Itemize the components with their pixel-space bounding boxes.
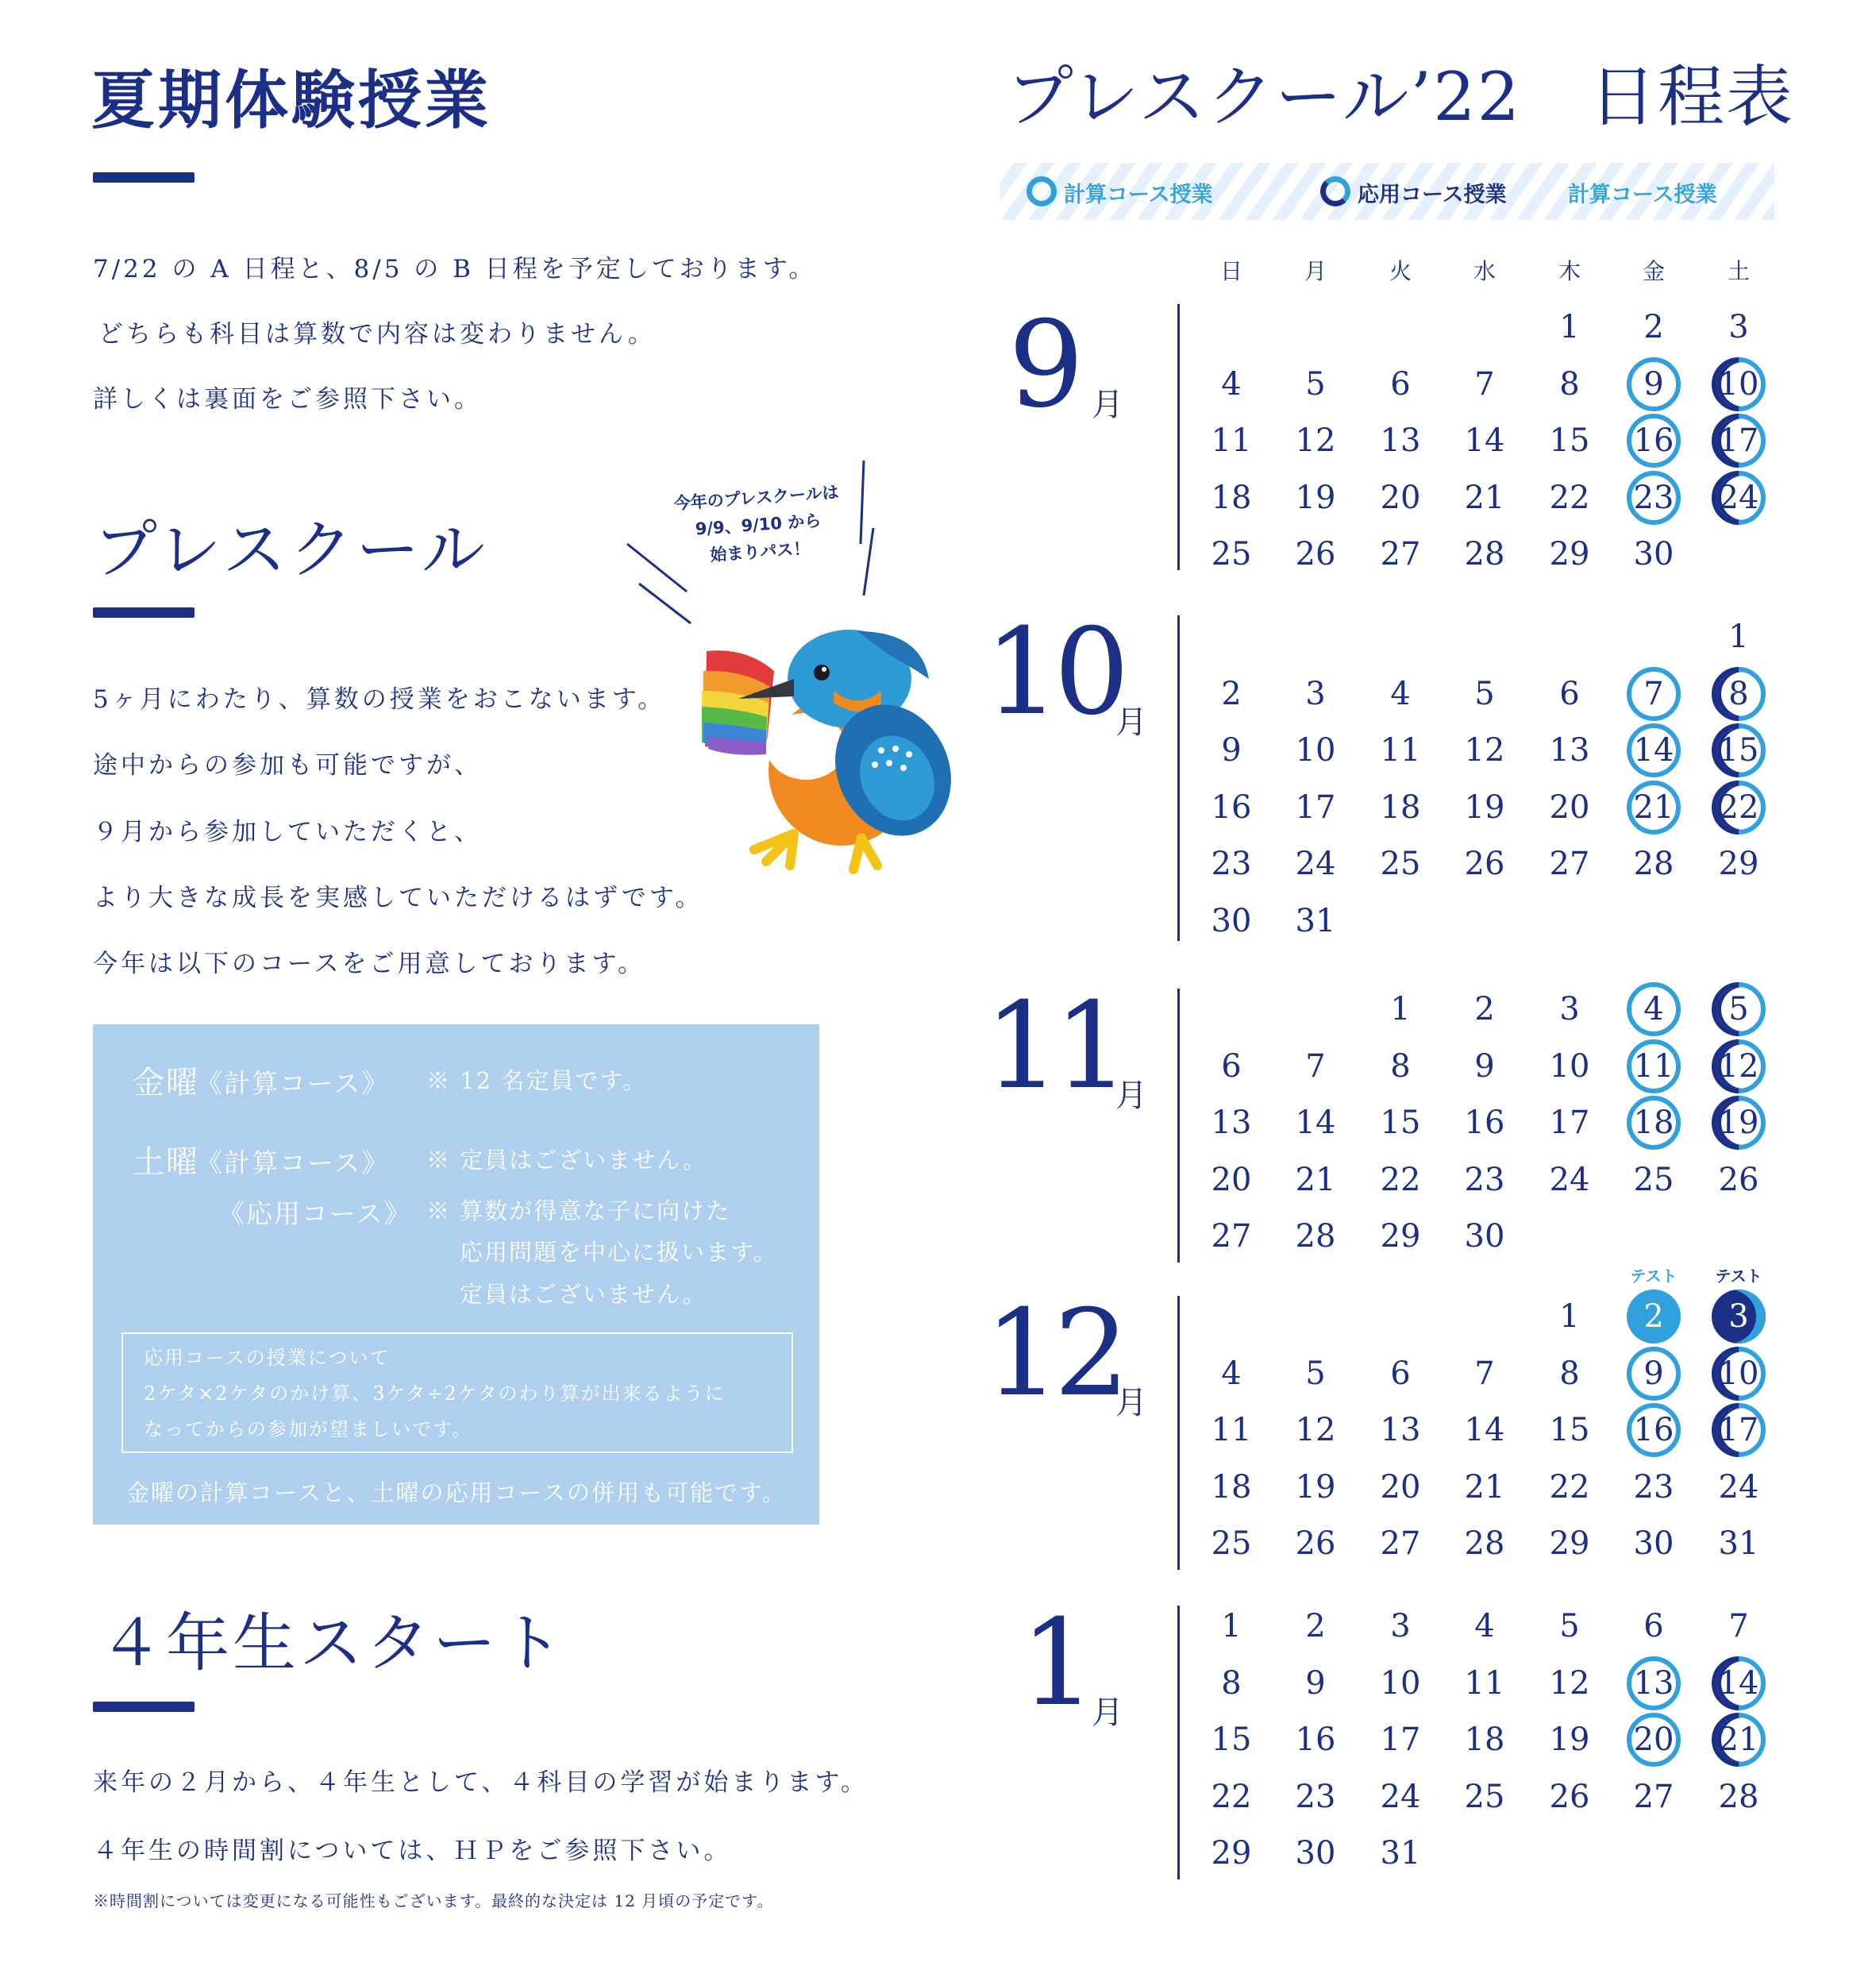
calendar-day: 9 (1305, 1664, 1326, 1702)
calendar-day: 2 (1305, 1608, 1326, 1644)
calendar-day: 6 (1221, 1047, 1242, 1085)
calendar-day: 24 (1295, 846, 1336, 882)
calendar-day: 14 (1627, 723, 1681, 777)
calendar-day: 27 (1633, 1778, 1674, 1815)
month-divider (1177, 615, 1180, 941)
calendar-day: 25 (1211, 1525, 1252, 1562)
grade4-title: ４年生スタート (99, 1606, 566, 1680)
grade4-note: ※時間割については変更になる可能性もございます。最終的な決定は 12 月頃の予定です。 (93, 1891, 774, 1910)
weekday-header: 水 (1473, 258, 1496, 284)
calendar-day: 17 (1549, 1105, 1590, 1141)
calendar-day: 12 (1549, 1664, 1590, 1702)
month-number: 9 (1008, 296, 1078, 434)
calendar-day: 21 (1712, 1713, 1766, 1767)
weekday-header: 月 (1304, 258, 1327, 284)
calendar-day: 17 (1712, 1403, 1766, 1457)
calendar-day: 10 (1380, 1664, 1421, 1702)
calendar-day: 13 (1380, 422, 1421, 459)
calendar-day: 1 (1221, 1608, 1242, 1644)
sat-note-2a: ※ 算数が得意な子に向けた (426, 1197, 731, 1224)
calendar-day: 28 (1464, 1525, 1505, 1562)
preschool-title: プレスクール (94, 513, 488, 587)
calendar-day: 11 (1627, 1039, 1681, 1093)
calendar-day: 31 (1295, 902, 1336, 939)
sat-day: 土曜 (133, 1144, 199, 1181)
calendar-day: 26 (1718, 1161, 1759, 1198)
calendar-day: 23 (1295, 1778, 1336, 1815)
calendar-day: 22 (1549, 1468, 1590, 1505)
calendar-day: 16 (1464, 1105, 1505, 1141)
calendar-day: 14 (1464, 1412, 1505, 1448)
sat-course-2: 《応用コース》 (218, 1198, 412, 1229)
calendar-day: 3 (1559, 991, 1580, 1027)
calendar-day: 21 (1627, 781, 1681, 835)
calendar-day: 23 (1464, 1161, 1505, 1198)
kingfisher-mascot (691, 623, 977, 881)
calendar-day: 9 (1627, 1347, 1681, 1401)
calendar-day: 3 (1390, 1608, 1411, 1644)
calendar-day: 19 (1712, 1096, 1766, 1150)
calendar-day: 2 (1643, 309, 1664, 345)
calendar-day: 8 (1559, 365, 1580, 403)
calendar-day: 16 (1627, 414, 1681, 468)
calendar-day: 10 (1712, 1347, 1766, 1401)
calendar-day: 6 (1643, 1608, 1664, 1644)
calendar-day: 17 (1380, 1721, 1421, 1758)
month-number: 12 (984, 1285, 1123, 1423)
weekday-header: 木 (1558, 258, 1581, 284)
preschool-line-4: より大きな成長を実感していただけるはずです。 (93, 884, 703, 912)
calc-legend-label-2: 計算コース授業 (1568, 183, 1717, 207)
calendar-day: 19 (1464, 788, 1505, 826)
grade4-line-2: ４年生の時間割については、ＨＰをご参照下さい。 (93, 1837, 732, 1865)
calendar-day: 19 (1295, 1468, 1336, 1505)
month-divider (1177, 1606, 1180, 1879)
calendar-day: 17 (1295, 788, 1336, 826)
calendar-day: 1 (1559, 1298, 1580, 1335)
calendar-day: 2 (1474, 991, 1495, 1027)
calendar-day: 19 (1549, 1721, 1590, 1758)
test-label: テスト (1630, 1266, 1678, 1286)
calendar-day: 5 (1559, 1608, 1580, 1644)
app-course-note-box (121, 1332, 793, 1453)
preschool-line-1: 5ヶ月にわたり、算数の授業をおこないます。 (93, 685, 666, 714)
calendar-day: 5 (1305, 365, 1326, 403)
calendar-day: 11 (1380, 732, 1421, 769)
calendar-day: 1 (1559, 309, 1580, 345)
month-number: 10 (984, 603, 1123, 742)
calendar-day: 16 (1211, 788, 1252, 826)
sat-note-2c: 定員はございません。 (460, 1281, 707, 1308)
calendar-day: 14 (1295, 1105, 1336, 1141)
fri-course: 《計算コース》 (196, 1068, 390, 1099)
calendar-day: 22 (1380, 1161, 1421, 1198)
bubble-line-2: 9/9、9/10 から (694, 511, 822, 539)
calendar-day: 7 (1474, 1355, 1495, 1392)
calendar-day: 10 (1549, 1047, 1590, 1085)
calendar-day: 12 (1295, 1412, 1336, 1448)
calendar-day: 6 (1390, 1355, 1411, 1392)
schedule-title: プレスクール’22 日程表 (1007, 58, 1795, 136)
preschool-rule (93, 607, 195, 618)
calendar-day: 13 (1627, 1656, 1681, 1710)
calendar-day: 25 (1464, 1778, 1505, 1815)
calendar-day: 10 (1295, 732, 1336, 769)
bubble-text (649, 477, 868, 573)
calendar-day: 2 (1627, 1290, 1681, 1344)
calendar-day: 30 (1295, 1835, 1336, 1872)
calendar-day: 15 (1211, 1721, 1252, 1758)
summer-line-3: 詳しくは裏面をご参照下さい。 (93, 385, 482, 414)
calendar-day: 28 (1295, 1218, 1336, 1255)
calendar-day: 23 (1211, 846, 1252, 882)
calendar-day: 5 (1305, 1355, 1326, 1392)
calendar-day: 8 (1712, 667, 1766, 721)
calendar-day: 31 (1718, 1525, 1759, 1562)
calendar-day: 27 (1380, 536, 1421, 572)
calendar-day: 31 (1380, 1835, 1421, 1872)
calendar-day: 7 (1627, 667, 1681, 721)
summer-line-1: 7/22 の A 日程と、8/5 の B 日程を予定しております。 (93, 255, 817, 283)
calendar-day: 15 (1549, 422, 1590, 459)
preschool-line-5: 今年は以下のコースをご用意しております。 (93, 950, 645, 978)
app-note-3: なってからの参加が望ましいです。 (144, 1418, 473, 1440)
calendar-day: 28 (1718, 1778, 1759, 1815)
calendar-day: 15 (1712, 723, 1766, 777)
grade4-line-1: 来年の２月から、４年生として、４科目の学習が始まります。 (93, 1768, 869, 1797)
calendar-day: 25 (1633, 1161, 1674, 1198)
calendar-day: 8 (1390, 1047, 1411, 1085)
calendar-day: 5 (1474, 675, 1495, 712)
calendar-day: 25 (1211, 536, 1252, 572)
calendar-day: 18 (1464, 1721, 1505, 1758)
calendar-day: 22 (1211, 1778, 1252, 1815)
calendar-day: 22 (1712, 781, 1766, 835)
month-number: 11 (984, 977, 1123, 1116)
calendar-day: 26 (1464, 846, 1505, 882)
calendar-day: 9 (1474, 1047, 1495, 1085)
calendar-day: 1 (1728, 619, 1749, 655)
calendar-day: 12 (1464, 732, 1505, 769)
calendar-day: 29 (1211, 1835, 1252, 1872)
calendar-day: 2 (1221, 675, 1242, 712)
calendar-day: 10 (1712, 357, 1766, 411)
calendar-day: 20 (1380, 479, 1421, 516)
calendar-day: 7 (1474, 365, 1495, 403)
sat-note-1: ※ 定員はございません。 (426, 1147, 707, 1174)
calendar-day: 23 (1627, 471, 1681, 525)
weekday-header: 日 (1219, 258, 1242, 284)
calc-legend-label: 計算コース授業 (1064, 183, 1213, 207)
calendar-day: 13 (1549, 732, 1590, 769)
calendar-day: 18 (1380, 788, 1421, 826)
calendar-day: 11 (1464, 1664, 1505, 1702)
calendar-day: 21 (1464, 1468, 1505, 1505)
app-legend-label: 応用コース授業 (1358, 183, 1507, 207)
calendar-day: 20 (1211, 1161, 1252, 1198)
calendar-day: 29 (1549, 1525, 1590, 1562)
calendar-day: 26 (1295, 536, 1336, 572)
calendar-day: 24 (1549, 1161, 1590, 1198)
calendar-day: 27 (1211, 1218, 1252, 1255)
calc-legend-ring (1027, 176, 1057, 206)
calendar-day: 8 (1559, 1355, 1580, 1392)
combo-note: 金曜の計算コースと、土曜の応用コースの併用も可能です。 (126, 1479, 787, 1506)
calendar-day: 7 (1728, 1608, 1749, 1644)
calendar-day: 12 (1295, 422, 1336, 459)
sat-course-1: 《計算コース》 (196, 1147, 390, 1178)
calendar-day: 16 (1627, 1403, 1681, 1457)
calendar-day: 28 (1464, 536, 1505, 572)
calendar-day: 15 (1549, 1412, 1590, 1448)
app-note-1: 応用コースの授業について (144, 1347, 391, 1369)
calendar-day: 4 (1627, 982, 1681, 1036)
calendar-day: 6 (1559, 675, 1580, 712)
summer-rule (93, 172, 195, 183)
month-divider (1177, 989, 1180, 1263)
calendar-day: 9 (1221, 732, 1242, 769)
calendar-day: 19 (1295, 479, 1336, 516)
calendar-day: 4 (1390, 675, 1411, 712)
calendar-day: 21 (1464, 479, 1505, 516)
course-box (93, 1024, 819, 1525)
calendar-day: 30 (1211, 902, 1252, 939)
calendar-day: 27 (1380, 1525, 1421, 1562)
sat-note-2b: 応用問題を中心に扱います。 (460, 1239, 778, 1266)
calendar-day: 17 (1712, 414, 1766, 468)
calendar-day: 5 (1712, 982, 1766, 1036)
month-divider (1177, 1296, 1180, 1570)
calendar-day: 22 (1549, 479, 1590, 516)
calendar-day: 13 (1380, 1412, 1421, 1448)
grade4-rule (93, 1702, 195, 1712)
calendar-day: 25 (1380, 846, 1421, 882)
test-label: テスト (1715, 1266, 1762, 1286)
month-suffix: 月 (1115, 1078, 1147, 1114)
summer-line-2: どちらも科目は算数で内容は変わりません。 (98, 320, 656, 349)
weekday-header: 金 (1642, 258, 1665, 284)
summer-title: 夏期体験授業 (91, 63, 491, 137)
calendar-day: 24 (1380, 1778, 1421, 1815)
calendar-day: 29 (1380, 1218, 1421, 1255)
calendar-day: 23 (1633, 1468, 1674, 1505)
fri-day: 金曜 (133, 1065, 199, 1101)
calendar-day: 1 (1390, 991, 1411, 1027)
calendar-day: 30 (1633, 536, 1674, 572)
calendar-day: 27 (1549, 846, 1590, 882)
calendar-day: 24 (1718, 1468, 1759, 1505)
calendar-day: 14 (1464, 422, 1505, 459)
weekday-header: 火 (1389, 258, 1412, 284)
calendar-day: 29 (1718, 846, 1759, 882)
calendar-day: 20 (1627, 1713, 1681, 1767)
calendar-day: 20 (1549, 788, 1590, 826)
month-suffix: 月 (1092, 387, 1123, 423)
calendar-day: 20 (1380, 1468, 1421, 1505)
month-number: 1 (1020, 1594, 1090, 1733)
month-suffix: 月 (1092, 1694, 1123, 1731)
calendar-day: 30 (1633, 1525, 1674, 1562)
calendar-day: 13 (1211, 1105, 1252, 1141)
calendar-day: 18 (1211, 479, 1252, 516)
fri-note: ※ 12 名定員です。 (426, 1067, 648, 1094)
calendar-day: 4 (1474, 1608, 1495, 1644)
month-divider (1177, 304, 1180, 570)
calendar-day: 4 (1221, 365, 1242, 403)
calendar-day: 26 (1549, 1778, 1590, 1815)
calendar-day: 26 (1295, 1525, 1336, 1562)
calendar-day: 3 (1728, 309, 1749, 345)
calendar-day: 21 (1295, 1161, 1336, 1198)
month-suffix: 月 (1115, 1385, 1147, 1421)
calendar-day: 7 (1305, 1047, 1326, 1085)
calendar-day: 6 (1390, 365, 1411, 403)
calendar-day: 30 (1464, 1218, 1505, 1255)
calendar-day: 12 (1712, 1039, 1766, 1093)
preschool-line-2: 途中からの参加も可能ですが、 (93, 751, 482, 780)
calendar-day: 24 (1712, 471, 1766, 525)
calendar-day: 16 (1295, 1721, 1336, 1758)
calendar-day: 11 (1211, 1412, 1252, 1448)
calendar-day: 18 (1211, 1468, 1252, 1505)
app-legend-ring (1320, 176, 1350, 206)
weekday-header: 土 (1727, 258, 1750, 284)
preschool-line-3: ９月から参加していただくと、 (93, 818, 482, 846)
calendar-day: 11 (1211, 422, 1252, 459)
calendar-day: 15 (1380, 1105, 1421, 1141)
calendar-day: 18 (1627, 1096, 1681, 1150)
bubble-line-3: 始まりパス！ (709, 538, 811, 565)
calendar-day: 14 (1712, 1656, 1766, 1710)
calendar-day: 8 (1221, 1664, 1242, 1702)
calendar-day: 28 (1633, 846, 1674, 882)
bubble-line-1: 今年のプレスクールは (672, 482, 840, 514)
month-suffix: 月 (1115, 704, 1147, 741)
calendar-day: 3 (1305, 675, 1326, 712)
calendar-day: 3 (1712, 1290, 1766, 1344)
calendar-day: 29 (1549, 536, 1590, 572)
app-note-2: 2ケタ×2ケタのかけ算、3ケタ÷2ケタのわり算が出来るように (144, 1382, 726, 1405)
calendar-day: 9 (1627, 357, 1681, 411)
calendar-day: 4 (1221, 1355, 1242, 1392)
